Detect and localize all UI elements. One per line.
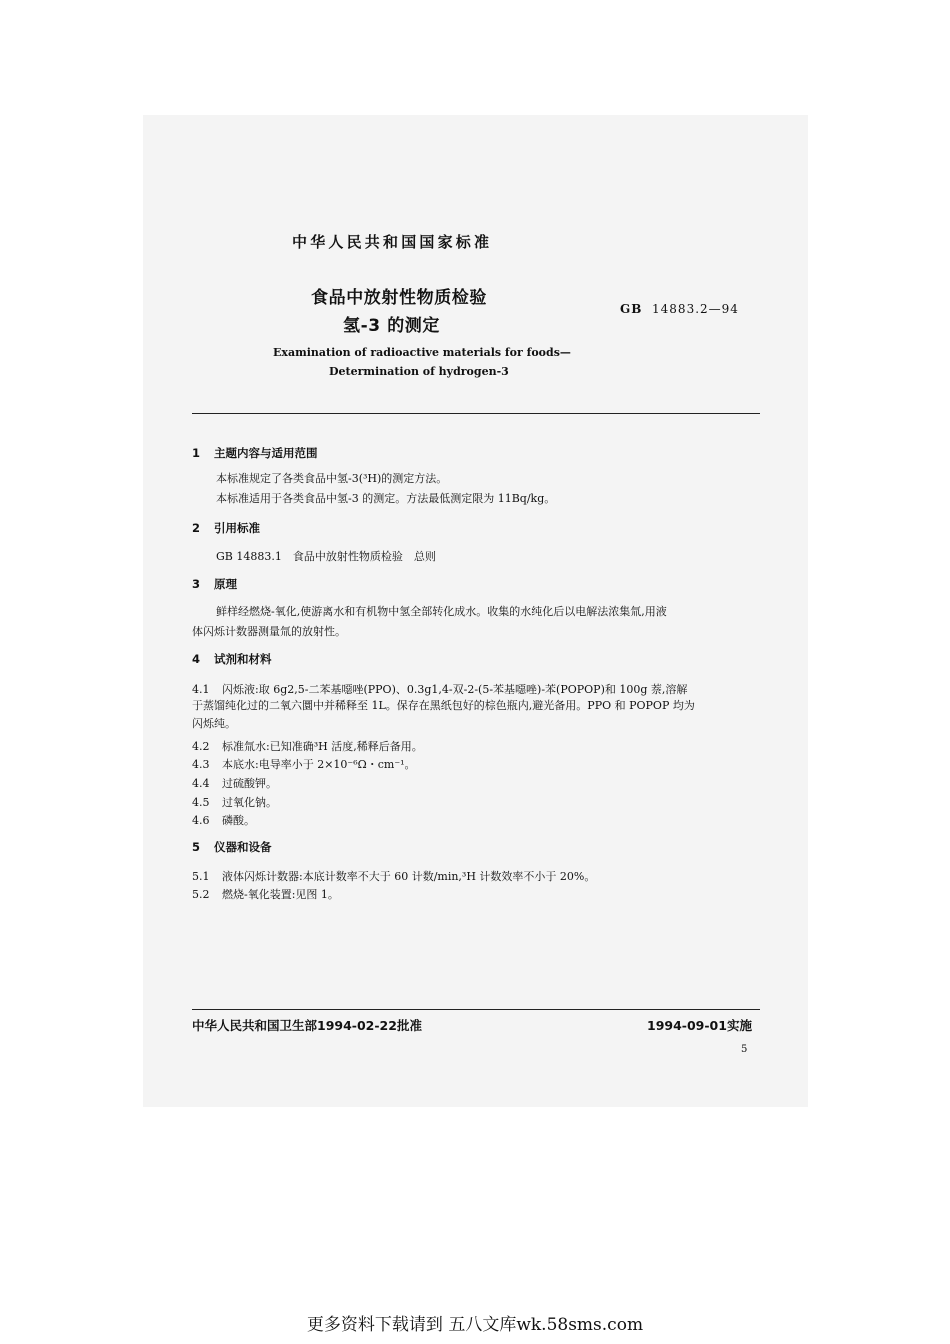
item-text: 闪烁液:取 6g2,5-二苯基噁唑(PPO)、0.3g1,4-双-2-(5-苯基噁唑)-苯(POPOP)和 100g 萘,溶解 [222, 683, 688, 696]
section-title: 仪器和设备 [214, 840, 272, 854]
item-5-2 [192, 886, 339, 902]
section-3-line-1: 鲜样经燃烧-氧化,使游离水和有机物中氢全部转化成水。收集的水纯化后以电解法浓集氚,用液 [216, 605, 667, 618]
section-1-para-1: 本标准规定了各类食品中氢-3(³H)的测定方法。 [216, 472, 448, 485]
standard-number [620, 302, 739, 316]
item-text: 燃烧-氧化装置:见图 1。 [222, 888, 339, 901]
download-watermark: 更多资料下载请到 五八文库wk.58sms.com [306, 1315, 644, 1335]
title-line-2: 氢-3 的测定 [343, 316, 441, 336]
section-title: 主题内容与适用范围 [214, 446, 318, 460]
item-4-1-line-1 [192, 681, 687, 697]
item-number: 5.2 [192, 888, 210, 901]
item-text: 标准氚水:已知准确³H 活度,稀释后备用。 [222, 740, 423, 753]
title-divider [192, 413, 760, 414]
gb-prefix: GB [620, 302, 643, 316]
item-number: 4.1 [192, 683, 210, 696]
section-1-para-2: 本标准适用于各类食品中氢-3 的测定。方法最低测定限为 11Bq/kg。 [216, 492, 556, 505]
english-title-2: Determination of hydrogen-3 [329, 365, 509, 378]
item-4-2 [192, 738, 423, 754]
item-4-6 [192, 812, 255, 828]
section-title: 引用标准 [214, 521, 260, 535]
item-text: 液体闪烁计数器:本底计数率不大于 60 计数/min,³H 计数效率不小于 20%。 [222, 870, 596, 883]
item-4-1-line-2: 于蒸馏纯化过的二氧六圜中并稀释至 1L。保存在黑纸包好的棕色瓶内,避光备用。PPO 和 POPOP 均为 [192, 699, 695, 712]
section-number: 2 [192, 521, 201, 535]
section-number: 3 [192, 577, 201, 591]
standard-header: 中华人民共和国国家标准 [292, 233, 493, 251]
item-4-4 [192, 775, 277, 791]
section-5-heading [192, 839, 272, 855]
english-title-1: Examination of radioactive materials for foods— [273, 346, 571, 359]
section-4-heading [192, 651, 272, 667]
section-2-heading [192, 520, 260, 536]
item-text: 本底水:电导率小于 2×10⁻⁶Ω・cm⁻¹。 [222, 758, 416, 771]
section-title: 原理 [214, 577, 237, 591]
footer-divider [192, 1009, 760, 1010]
item-4-3 [192, 756, 416, 772]
item-4-5 [192, 794, 277, 810]
item-number: 4.2 [192, 740, 210, 753]
item-number: 4.3 [192, 758, 210, 771]
item-text: 过硫酸钾。 [222, 777, 277, 790]
section-number: 4 [192, 652, 201, 666]
section-number: 5 [192, 840, 201, 854]
title-line-1: 食品中放射性物质检验 [311, 288, 487, 308]
item-4-1-line-3: 闪烁纯。 [192, 717, 236, 730]
item-5-1 [192, 868, 595, 884]
section-2-reference: GB 14883.1 食品中放射性物质检验 总则 [216, 550, 436, 563]
item-text: 磷酸。 [222, 814, 255, 827]
approval-line: 中华人民共和国卫生部1994-02-22批准 [192, 1018, 422, 1033]
gb-number: 14883.2—94 [652, 302, 739, 316]
item-number: 5.1 [192, 870, 210, 883]
item-number: 4.4 [192, 777, 210, 790]
section-number: 1 [192, 446, 201, 460]
item-text: 过氧化钠。 [222, 796, 277, 809]
section-3-heading [192, 576, 237, 592]
section-title: 试剂和材料 [214, 652, 272, 666]
item-number: 4.5 [192, 796, 210, 809]
section-1-heading [192, 445, 318, 461]
page-number: 5 [741, 1044, 748, 1055]
section-3-line-2: 体闪烁计数器测量氚的放射性。 [192, 625, 346, 638]
item-number: 4.6 [192, 814, 210, 827]
effective-date: 1994-09-01实施 [647, 1018, 752, 1033]
